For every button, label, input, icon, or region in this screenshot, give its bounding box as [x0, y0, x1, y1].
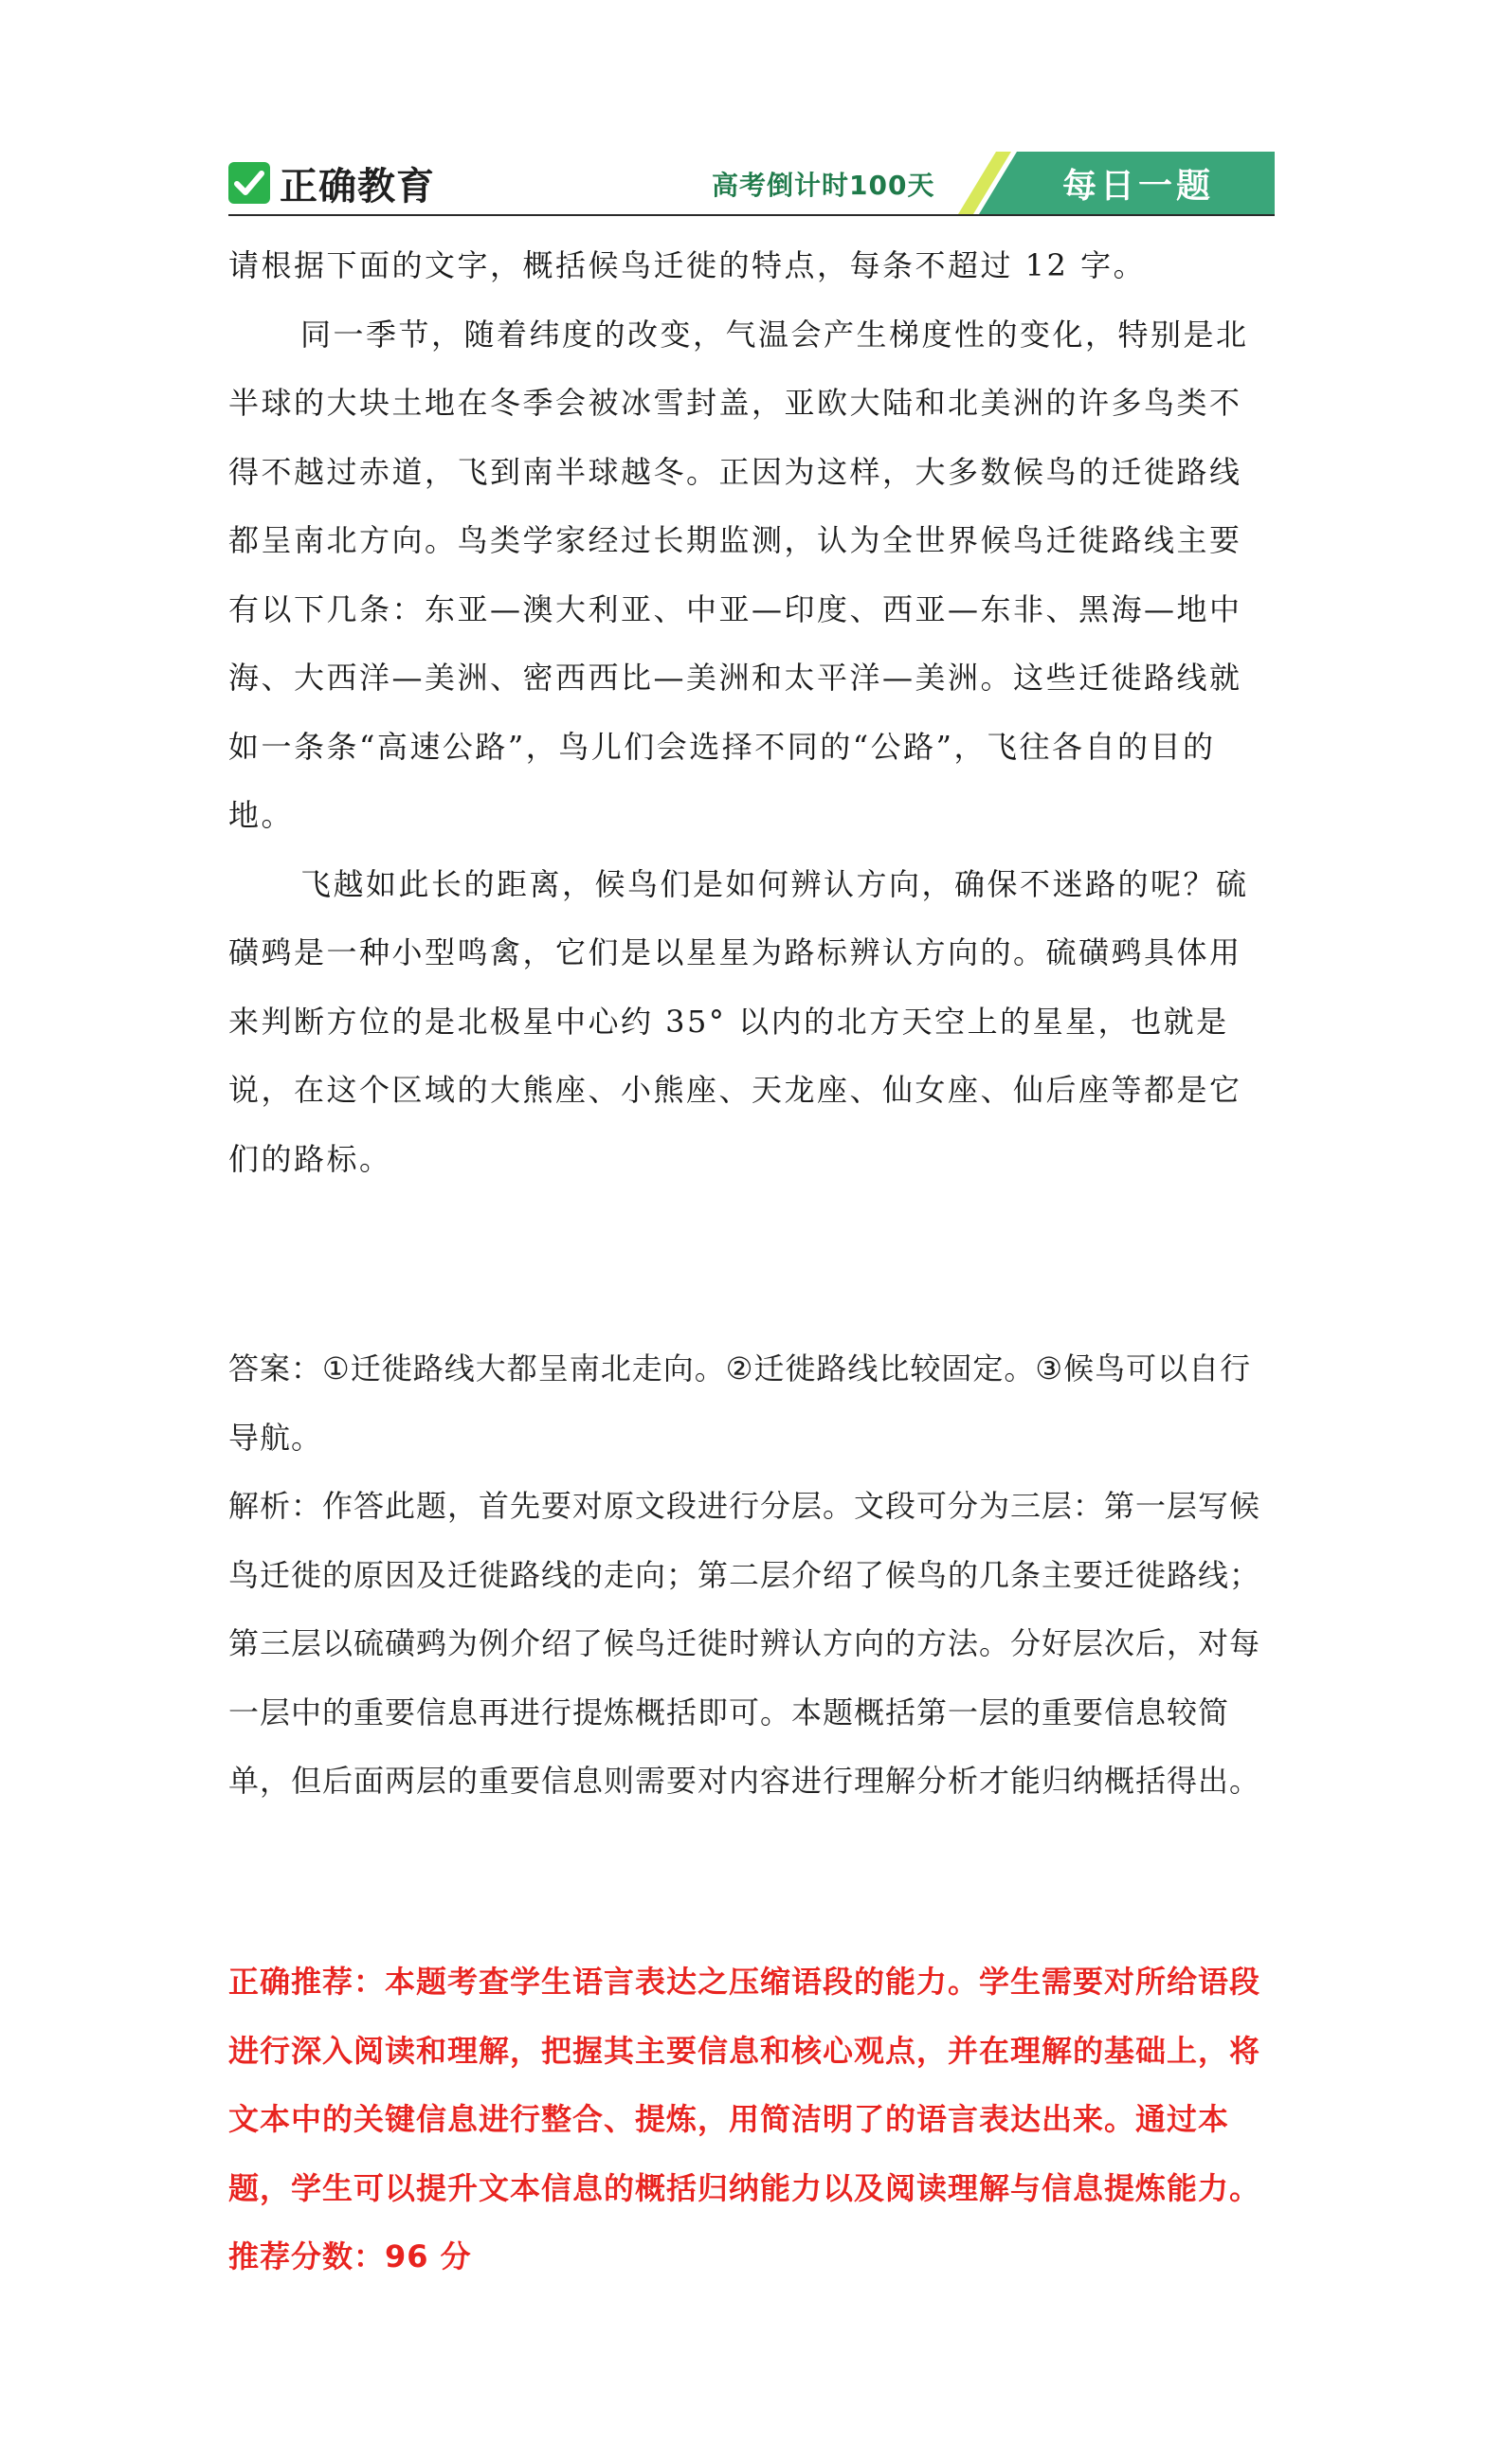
- question-section: [228, 231, 1263, 1193]
- recommendation-section: [228, 1948, 1263, 2292]
- daily-question-label: 每日一题: [1062, 167, 1215, 206]
- question-prompt: 请根据下面的文字，概括候鸟迁徙的特点，每条不超过 12 字。: [228, 247, 1147, 283]
- checkmark-icon: [228, 162, 270, 204]
- countdown-label: 高考倒计时100天: [712, 170, 935, 201]
- answer-section: [228, 1334, 1263, 1816]
- answer-text: 答案：①迁徙路线大都呈南北走向。②迁徙路线比较固定。③候鸟可以自行导航。: [228, 1350, 1252, 1456]
- page-header: [228, 152, 1275, 216]
- passage-paragraph-1: 同一季节，随着纬度的改变，气温会产生梯度性的变化，特别是北半球的大块土地在冬季会被冰雪封盖，亚欧大陆和北美洲的许多鸟类不得不越过赤道，飞到南半球越冬。正因为这样，大多数候鸟的迁徙路线都呈南北方向。鸟类学家经过长期监测，认为全世界候鸟迁徙路线主要有以下几条：东亚—澳大利亚、中亚—印度、西亚—东非、黑海—地中海、大西洋—美洲、密西西比—美洲和太平洋—美洲。这些迁徙路线就如一条条“高速公路”，鸟儿们会选择不同的“公路”，飞往各自的目的地。: [228, 316, 1249, 833]
- brand: [228, 157, 435, 208]
- brand-name: 正确教育: [280, 164, 435, 208]
- passage-paragraph-2: 飞越如此长的距离，候鸟们是如何辨认方向，确保不迷路的呢？硫磺鹀是一种小型鸣禽，它们是以星星为路标辨认方向的。硫磺鹀具体用来判断方位的是北极星中心约 35° 以内的北方天空上的星星，也就是说，在这个区域的大熊座、小熊座、天龙座、仙女座、仙后座等都是它们的路标。: [228, 865, 1249, 1177]
- analysis-text: 解析：作答此题，首先要对原文段进行分层。文段可分为三层：第一层写候鸟迁徙的原因及迁徙路线的走向；第二层介绍了候鸟的几条主要迁徙路线；第三层以硫磺鹀为例介绍了候鸟迁徙时辨认方向的方法。分好层次后，对每一层中的重要信息再进行提炼概括即可。本题概括第一层的重要信息较简单，但后面两层的重要信息则需要对内容进行理解分析才能归纳概括得出。: [228, 1488, 1261, 1799]
- recommendation-score: 推荐分数：96 分: [228, 2238, 472, 2274]
- recommendation-text: 正确推荐：本题考查学生语言表达之压缩语段的能力。学生需要对所给语段进行深入阅读和理解，把握其主要信息和核心观点，并在理解的基础上，将文本中的关键信息进行整合、提炼，用简洁明了的语言表达出来。通过本题，学生可以提升文本信息的概括归纳能力以及阅读理解与信息提炼能力。: [228, 1964, 1261, 2206]
